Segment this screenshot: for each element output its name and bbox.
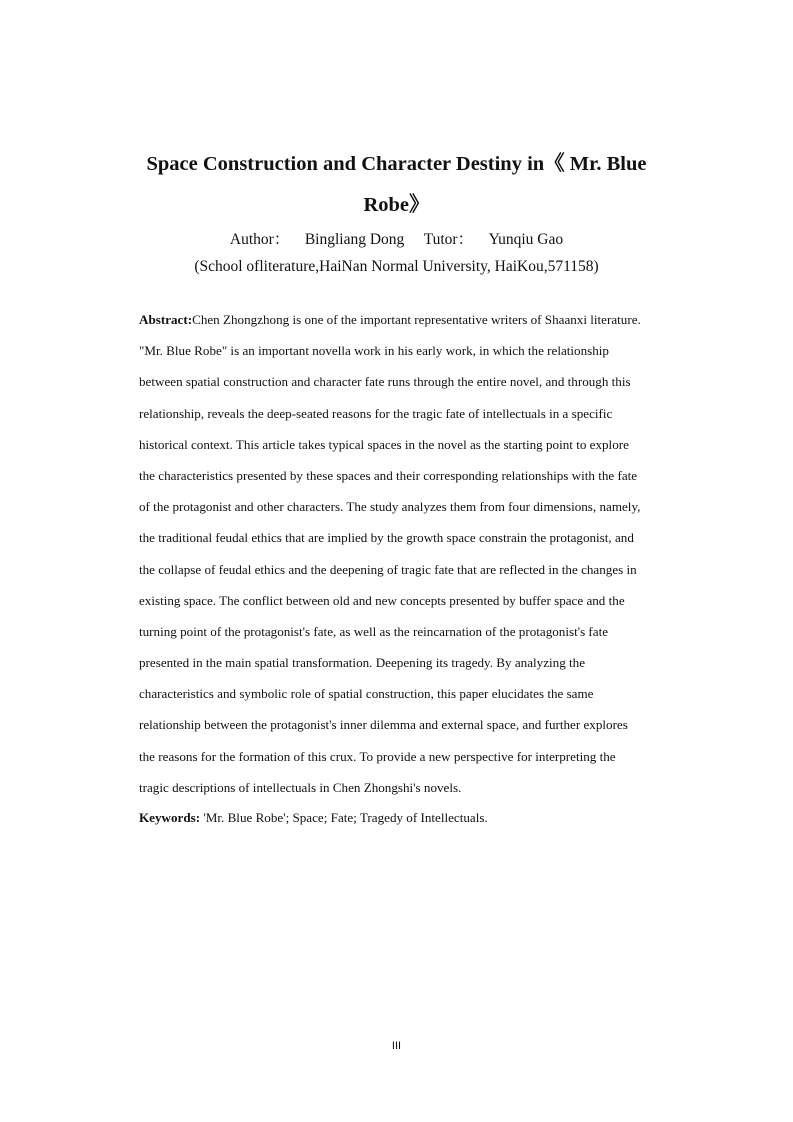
abstract-line: the reasons for the formation of this crux. To provide a new perspective for interpreting the: [139, 748, 616, 764]
abstract-line: existing space. The conflict between old and new concepts presented by buffer space and the: [139, 592, 625, 608]
keywords-text: 'Mr. Blue Robe'; Space; Fate; Tragedy of Intellectuals.: [200, 810, 488, 825]
tutor-name: Yunqiu Gao: [488, 231, 564, 248]
abstract-label: Abstract:: [139, 312, 193, 327]
paper-title-line-2: Robe》: [363, 194, 430, 216]
abstract-line: tragic descriptions of intellectuals in Chen Zhongshi's novels.: [139, 779, 462, 795]
tutor-label: Tutor：: [423, 231, 474, 248]
abstract-line: the traditional feudal ethics that are implied by the growth space constrain the protagonist, and: [139, 530, 634, 546]
abstract-line: the characteristics presented by these spaces and their corresponding relationships with the fate: [139, 467, 638, 483]
keywords-label: Keywords:: [139, 810, 201, 825]
abstract-text: Chen Zhongzhong is one of the important representative writers of Shaanxi literature.: [192, 312, 641, 327]
author-name: Bingliang Dong: [304, 231, 405, 248]
abstract-line: presented in the main spatial transformation. Deepening its tragedy. By analyzing the: [139, 655, 586, 671]
affiliation: (School ofliterature,HaiNan Normal University, HaiKou,571158): [194, 258, 599, 275]
abstract: [139, 311, 674, 810]
abstract-line: the collapse of feudal ethics and the deepening of tragic fate that are reflected in the changes in: [139, 561, 637, 577]
abstract-line: characteristics and symbolic role of spatial construction, this paper elucidates the same: [139, 686, 594, 702]
abstract-line: relationship between the protagonist's inner dilemma and external space, and further explores: [139, 717, 628, 733]
abstract-line: historical context. This article takes typical spaces in the novel as the starting point to explore: [139, 436, 629, 452]
abstract-line: relationship, reveals the deep-seated reasons for the tragic fate of intellectuals in a specific: [139, 405, 613, 421]
page-number: III: [391, 1040, 402, 1052]
author-label: Author：: [229, 231, 290, 248]
byline: [0, 227, 793, 249]
abstract-line: [139, 311, 674, 342]
abstract-line: between spatial construction and character fate runs through the entire novel, and through this: [139, 374, 631, 390]
abstract-line: turning point of the protagonist's fate, as well as the reincarnation of the protagonist's fate: [139, 623, 609, 639]
abstract-line: "Mr. Blue Robe" is an important novella work in his early work, in which the relationship: [139, 343, 609, 359]
paper-title-line-1: Space Construction and Character Destiny in《 Mr. Blue: [146, 153, 647, 175]
keywords: [139, 809, 488, 827]
abstract-line: of the protagonist and other characters. The study analyzes them from four dimensions, namely,: [139, 499, 641, 515]
